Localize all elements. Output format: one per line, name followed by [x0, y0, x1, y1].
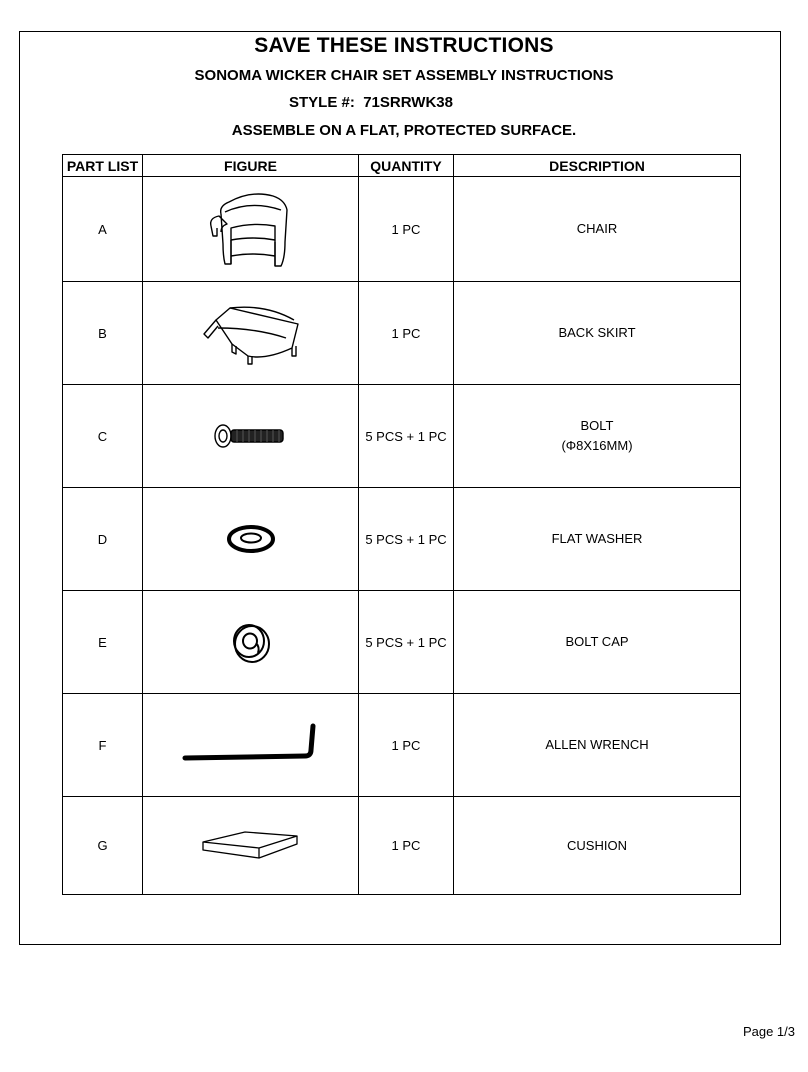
assembly-instruction: ASSEMBLE ON A FLAT, PROTECTED SURFACE.	[231, 122, 577, 139]
page-number: Page 1/3	[742, 1024, 795, 1039]
figure-cell	[143, 177, 359, 282]
part-letter: F	[63, 694, 143, 797]
description	[454, 385, 741, 488]
style-line	[289, 94, 453, 111]
description-spec: (Φ8X16MM)	[561, 438, 633, 453]
description-text: BACK SKIRT	[558, 325, 636, 340]
column-header-description: DESCRIPTION	[454, 155, 741, 177]
description	[454, 797, 741, 895]
quantity: 1 PC	[359, 177, 454, 282]
description-text: FLAT WASHER	[551, 531, 643, 546]
description	[454, 177, 741, 282]
quantity: 5 PCS + 1 PC	[359, 385, 454, 488]
description	[454, 591, 741, 694]
table-row	[63, 385, 741, 488]
bolt-cap-icon	[226, 617, 276, 667]
part-letter: G	[63, 797, 143, 895]
style-number: 71SRRWK38	[363, 94, 453, 111]
table-row	[63, 591, 741, 694]
column-header-part-list: PART LIST	[63, 155, 143, 177]
chair-icon	[201, 184, 301, 274]
part-letter: E	[63, 591, 143, 694]
figure-cell	[143, 282, 359, 385]
quantity: 5 PCS + 1 PC	[359, 591, 454, 694]
description	[454, 282, 741, 385]
description-text: BOLT CAP	[565, 634, 629, 649]
style-label: STYLE #:	[289, 94, 355, 111]
part-letter: B	[63, 282, 143, 385]
bolt-icon	[211, 421, 291, 451]
table-row	[63, 797, 741, 895]
quantity: 1 PC	[359, 282, 454, 385]
part-letter: A	[63, 177, 143, 282]
description	[454, 694, 741, 797]
quantity: 1 PC	[359, 694, 454, 797]
column-header-figure: FIGURE	[143, 155, 359, 177]
part-letter: D	[63, 488, 143, 591]
figure-cell	[143, 385, 359, 488]
allen-wrench-icon	[181, 722, 321, 768]
parts-table	[62, 154, 741, 895]
table-row	[63, 488, 741, 591]
figure-cell	[143, 797, 359, 895]
page-title: SAVE THESE INSTRUCTIONS	[254, 34, 554, 57]
quantity: 1 PC	[359, 797, 454, 895]
quantity: 5 PCS + 1 PC	[359, 488, 454, 591]
description-text: CUSHION	[567, 837, 627, 853]
table-header-row	[63, 155, 741, 177]
figure-cell	[143, 694, 359, 797]
page-subtitle: SONOMA WICKER CHAIR SET ASSEMBLY INSTRUCTIONS	[194, 67, 614, 84]
figure-cell	[143, 488, 359, 591]
part-letter: C	[63, 385, 143, 488]
description-text: ALLEN WRENCH	[545, 737, 649, 752]
description	[454, 488, 741, 591]
table-row	[63, 694, 741, 797]
back-skirt-icon	[196, 298, 306, 368]
cushion-icon	[199, 826, 303, 866]
column-header-quantity: QUANTITY	[359, 155, 454, 177]
table-row	[63, 282, 741, 385]
figure-cell	[143, 591, 359, 694]
flat-washer-icon	[221, 522, 281, 556]
table-row	[63, 177, 741, 282]
description-text: CHAIR	[576, 221, 618, 236]
description-text: BOLT	[580, 418, 614, 433]
